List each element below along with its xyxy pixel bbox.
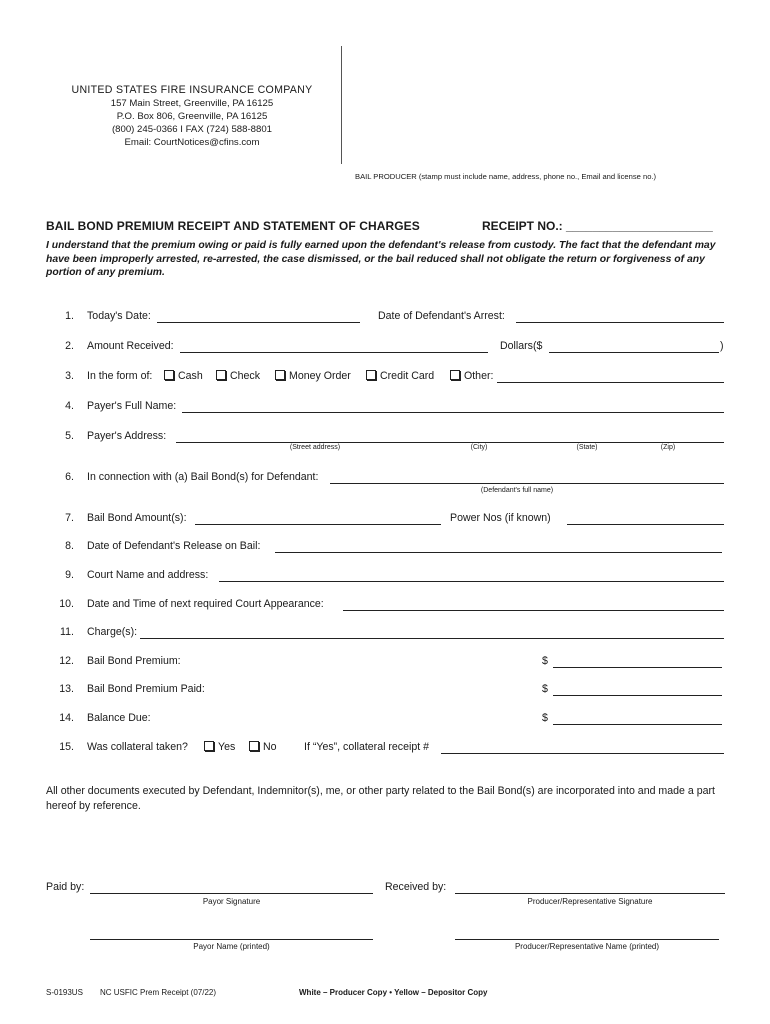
field-row-7	[0, 512, 770, 530]
field-number: 2.	[65, 340, 74, 352]
collateral-yes-label: Yes	[218, 741, 236, 753]
payer-name-input[interactable]	[182, 400, 724, 413]
court-name-label: Court Name and address:	[87, 569, 209, 581]
amount-received-label: Amount Received:	[87, 340, 174, 352]
collateral-receipt-label: If “Yes”, collateral receipt #	[304, 741, 430, 753]
other-label: Other:	[464, 370, 494, 382]
payment-form-label: In the form of:	[87, 370, 153, 382]
company-address-1: 157 Main Street, Greenville, PA 16125	[110, 98, 274, 109]
money-order-checkbox[interactable]	[275, 370, 285, 380]
producer-name-input[interactable]	[455, 927, 719, 940]
field-number: 15.	[59, 741, 74, 753]
premium-disclaimer: I understand that the premium owing or paid is fully earned upon the defendant's release from custody. The fact that the defendant may have been improperly arrested, re-arrested, the case dismissed, or the bail reduced shall not obligate the return or forgiveness of any portion of any premium.	[46, 240, 716, 278]
incorporation-statement: All other documents executed by Defendant, Indemnitor(s), me, or other party related to the Bail Bond(s) are incorporated into and made a part hereof by reference.	[46, 785, 715, 812]
payor-name-caption: Payor Name (printed)	[193, 942, 270, 951]
form-number: S-0193US	[46, 988, 83, 997]
field-number: 8.	[65, 540, 74, 552]
payer-address-label: Payer's Address:	[87, 430, 167, 442]
zip-caption: (Zip)	[660, 444, 676, 451]
collateral-yes-checkbox[interactable]	[204, 741, 214, 751]
money-order-label: Money Order	[289, 370, 351, 382]
paid-by-label: Paid by:	[46, 881, 85, 893]
field-number: 5.	[65, 430, 74, 442]
field-number: 12.	[59, 655, 74, 667]
receipt-number-field[interactable]: RECEIPT NO.: ______________________	[482, 219, 713, 233]
cash-checkbox[interactable]	[164, 370, 174, 380]
dollars-label: Dollars($	[500, 340, 543, 352]
field-row-13	[0, 683, 770, 701]
todays-date-input[interactable]	[157, 310, 360, 323]
field-row-12	[0, 655, 770, 673]
todays-date-label: Today's Date:	[87, 310, 151, 322]
power-nos-label: Power Nos (if known)	[450, 512, 551, 524]
release-date-label: Date of Defendant's Release on Bail:	[87, 540, 261, 552]
producer-signature-input[interactable]	[455, 881, 725, 894]
field-number: 14.	[59, 712, 74, 724]
field-row-14	[0, 712, 770, 730]
premium-paid-input[interactable]	[553, 683, 722, 696]
state-caption: (State)	[576, 444, 598, 451]
court-name-input[interactable]	[219, 569, 724, 582]
dollar-sign: $	[542, 712, 548, 724]
bond-amount-input[interactable]	[195, 512, 441, 525]
court-appearance-input[interactable]	[343, 598, 724, 611]
arrest-date-input[interactable]	[516, 310, 724, 323]
bond-premium-input[interactable]	[553, 655, 722, 668]
form-name: NC USFIC Prem Receipt (07/22)	[100, 988, 217, 997]
collateral-no-checkbox[interactable]	[249, 741, 259, 751]
company-address-2: P.O. Box 806, Greenville, PA 16125	[116, 111, 268, 122]
payor-name-input[interactable]	[90, 927, 373, 940]
field-row-8	[0, 540, 770, 558]
collateral-taken-label: Was collateral taken?	[87, 741, 188, 753]
field-number: 6.	[65, 471, 74, 483]
field-number: 11.	[60, 626, 74, 638]
header-divider	[341, 46, 342, 164]
company-name: UNITED STATES FIRE INSURANCE COMPANY	[71, 84, 313, 96]
field-row-4	[0, 400, 770, 418]
collateral-no-label: No	[263, 741, 277, 753]
defendant-bond-label: In connection with (a) Bail Bond(s) for Defendant:	[87, 471, 319, 483]
field-number: 10.	[59, 598, 74, 610]
field-number: 3.	[65, 370, 74, 382]
field-row-2	[0, 340, 770, 358]
field-number: 9.	[65, 569, 74, 581]
defendant-name-caption: (Defendant's full name)	[480, 487, 554, 494]
field-number: 7.	[65, 512, 74, 524]
city-caption: (City)	[470, 444, 488, 451]
field-number: 4.	[65, 400, 74, 412]
company-email: Email: CourtNotices@cfins.com	[124, 137, 260, 148]
dollars-close-paren: )	[720, 340, 724, 352]
field-row-3	[0, 370, 770, 388]
field-number: 13.	[59, 683, 74, 695]
other-payment-input[interactable]	[497, 370, 724, 383]
field-row-11	[0, 626, 770, 644]
cash-option[interactable]	[156, 370, 203, 382]
bond-amount-label: Bail Bond Amount(s):	[87, 512, 187, 524]
payer-name-label: Payer's Full Name:	[87, 400, 177, 412]
defendant-name-input[interactable]	[330, 471, 724, 484]
bail-producer-stamp-label: BAIL PRODUCER (stamp must include name, address, phone no., Email and license no.)	[355, 172, 657, 181]
check-label: Check	[230, 370, 261, 382]
credit-card-option[interactable]	[358, 370, 434, 382]
producer-signature-caption: Producer/Representative Signature	[527, 897, 653, 906]
bond-premium-label: Bail Bond Premium:	[87, 655, 181, 667]
field-row-15	[0, 741, 770, 759]
cash-label: Cash	[178, 370, 203, 382]
court-appearance-label: Date and Time of next required Court Appearance:	[87, 598, 324, 610]
premium-paid-label: Bail Bond Premium Paid:	[87, 683, 205, 695]
dollar-sign: $	[542, 683, 548, 695]
balance-due-input[interactable]	[553, 712, 722, 725]
dollars-amount-input[interactable]	[549, 340, 719, 353]
money-order-option[interactable]	[267, 370, 351, 382]
payor-signature-caption: Payor Signature	[202, 897, 261, 906]
dollar-sign: $	[542, 655, 548, 667]
credit-card-label: Credit Card	[380, 370, 435, 382]
collateral-yes-option[interactable]	[196, 741, 235, 753]
form-title: BAIL BOND PREMIUM RECEIPT AND STATEMENT OF CHARGES	[46, 219, 420, 233]
field-row-10	[0, 598, 770, 616]
field-row-1	[0, 310, 770, 328]
field-row-9	[0, 569, 770, 587]
charges-label: Charge(s):	[87, 626, 138, 638]
street-address-caption: (Street address)	[289, 444, 341, 451]
power-nos-input[interactable]	[567, 512, 724, 525]
collateral-no-option[interactable]	[241, 741, 277, 753]
collateral-receipt-input[interactable]	[441, 741, 724, 754]
amount-received-input[interactable]	[180, 340, 488, 353]
copy-distribution: White – Producer Copy • Yellow – Depositor Copy	[299, 988, 488, 997]
balance-due-label: Balance Due:	[87, 712, 151, 724]
check-checkbox[interactable]	[216, 370, 226, 380]
payor-signature-input[interactable]	[90, 881, 373, 894]
other-option[interactable]	[442, 370, 493, 382]
payer-address-input[interactable]	[176, 430, 724, 443]
field-number: 1.	[65, 310, 74, 322]
charges-input[interactable]	[140, 626, 724, 639]
check-option[interactable]	[208, 370, 260, 382]
arrest-date-label: Date of Defendant's Arrest:	[378, 310, 505, 322]
received-by-label: Received by:	[385, 881, 447, 893]
field-row-6	[0, 471, 770, 489]
producer-name-caption: Producer/Representative Name (printed)	[514, 942, 660, 951]
credit-card-checkbox[interactable]	[366, 370, 376, 380]
release-date-input[interactable]	[275, 540, 722, 553]
other-checkbox[interactable]	[450, 370, 460, 380]
company-phone: (800) 245-0366 I FAX (724) 588-8801	[111, 124, 272, 135]
